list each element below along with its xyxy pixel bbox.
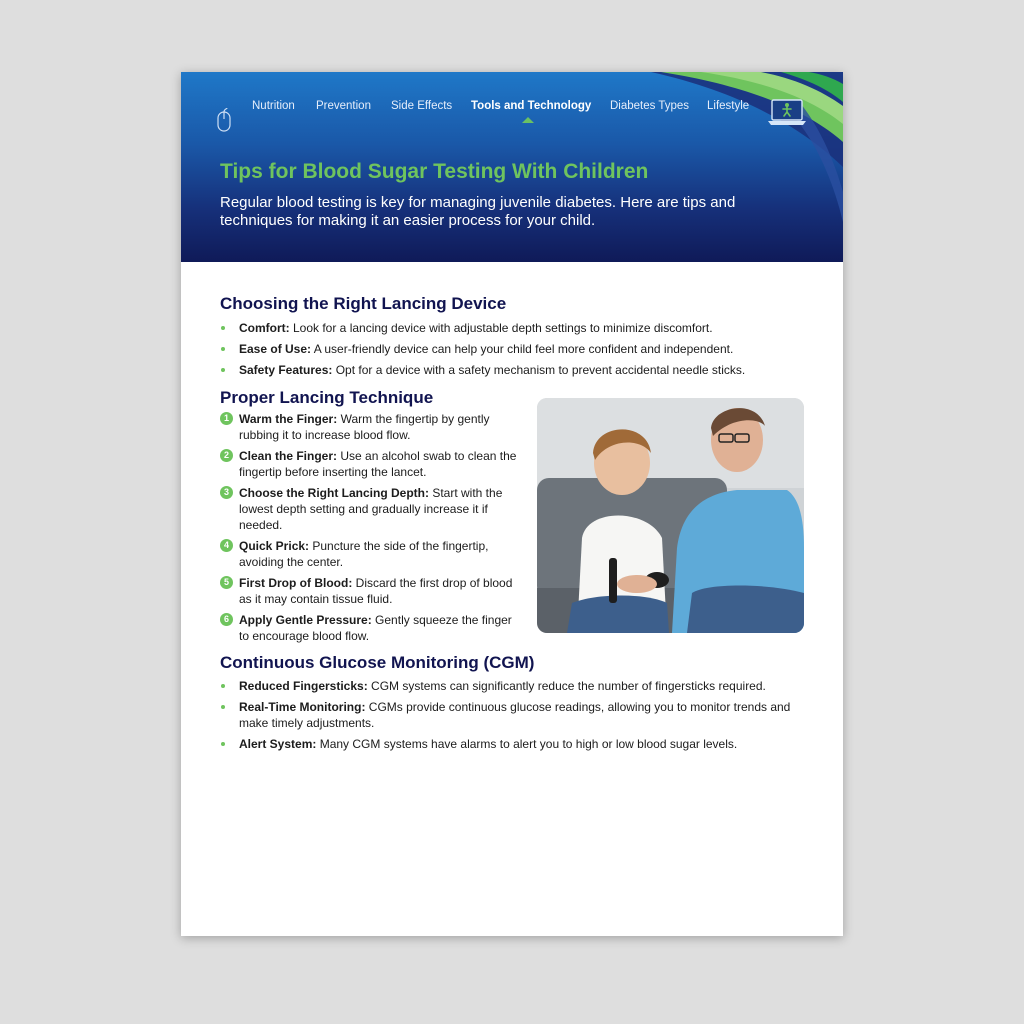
item-term: Reduced Fingersticks: (239, 679, 368, 693)
photo-father-child-testing (537, 398, 804, 633)
step-number-badge: 2 (220, 449, 233, 462)
step-term: Apply Gentle Pressure: (239, 613, 372, 627)
item-text: Many CGM systems have alarms to alert you to high or low blood sugar levels. (316, 737, 738, 751)
step-number-badge: 6 (220, 613, 233, 626)
step-text: Start with the lowest depth setting and gradually increase it if needed. (239, 486, 503, 532)
document-page (181, 72, 843, 936)
lancing-device-list (220, 320, 820, 383)
list-item (220, 699, 810, 731)
heading-lancing-device: Choosing the Right Lancing Device (220, 294, 507, 313)
laptop-icon (767, 98, 807, 126)
item-term: Ease of Use: (239, 342, 312, 356)
item-term: Alert System: (239, 737, 317, 751)
list-item (220, 678, 810, 694)
step-item (220, 575, 520, 607)
step-text: Puncture the side of the fingertip, avoiding the center. (239, 539, 489, 569)
nav-item-side-effects[interactable]: Side Effects (391, 100, 453, 112)
step-text: Gently squeeze the finger to encourage blood flow. (239, 613, 512, 643)
bullet-icon (221, 347, 225, 351)
nav-item-lifestyle[interactable]: Lifestyle (707, 100, 750, 112)
bullet-icon (221, 684, 225, 688)
list-item (220, 341, 820, 357)
top-nav (181, 100, 843, 124)
step-item (220, 411, 520, 443)
step-number-badge: 3 (220, 486, 233, 499)
bullet-icon (221, 326, 225, 330)
step-number-badge: 5 (220, 576, 233, 589)
nav-item-prevention[interactable]: Prevention (316, 100, 371, 112)
step-item (220, 538, 520, 570)
item-term: Safety Features: (239, 363, 333, 377)
step-number-badge: 1 (220, 412, 233, 425)
item-text: CGM systems can significantly reduce the number of fingersticks required. (367, 679, 766, 693)
step-text: Discard the first drop of blood as it may contain tissue fluid. (239, 576, 513, 606)
item-term: Comfort: (239, 321, 290, 335)
heading-cgm: Continuous Glucose Monitoring (CGM) (220, 653, 535, 672)
step-item (220, 448, 520, 480)
intro-text: Regular blood testing is key for managing juvenile diabetes. Here are tips and techniques for making it an easier process for your child. (220, 194, 736, 229)
heading-lancing-technique: Proper Lancing Technique (220, 388, 434, 407)
step-term: First Drop of Blood: (239, 576, 353, 590)
step-term: Quick Prick: (239, 539, 310, 553)
nav-item-tools-and-technology[interactable]: Tools and Technology (471, 100, 592, 112)
step-item (220, 612, 520, 644)
bullet-icon (221, 368, 225, 372)
page-header (181, 72, 843, 262)
step-term: Clean the Finger: (239, 449, 338, 463)
bullet-icon (221, 742, 225, 746)
nav-item-diabetes-types[interactable]: Diabetes Types (610, 100, 690, 112)
list-item (220, 362, 820, 378)
step-term: Choose the Right Lancing Depth: (239, 486, 429, 500)
photo-illustration (537, 398, 804, 633)
item-text: CGMs provide continuous glucose readings, allowing you to monitor trends and make timely adjustments. (239, 700, 791, 730)
list-item (220, 736, 810, 752)
step-text: Warm the fingertip by gently rubbing it to increase blood flow. (239, 412, 490, 442)
step-item (220, 485, 520, 533)
nav-item-nutrition[interactable]: Nutrition (252, 100, 295, 112)
step-number-badge: 4 (220, 539, 233, 552)
item-term: Real-Time Monitoring: (239, 700, 366, 714)
step-term: Warm the Finger: (239, 412, 338, 426)
bullet-icon (221, 705, 225, 709)
item-text: A user-friendly device can help your child feel more confident and independent. (311, 342, 734, 356)
page-title: Tips for Blood Sugar Testing With Children (220, 160, 649, 183)
item-text: Look for a lancing device with adjustable depth settings to minimize discomfort. (289, 321, 713, 335)
cgm-list (220, 678, 810, 757)
item-text: Opt for a device with a safety mechanism to prevent accidental needle sticks. (332, 363, 746, 377)
active-tab-indicator (522, 117, 534, 123)
list-item (220, 320, 820, 336)
step-text: Use an alcohol swab to clean the fingertip before inserting the lancet. (239, 449, 517, 479)
lancing-technique-steps (220, 411, 520, 649)
